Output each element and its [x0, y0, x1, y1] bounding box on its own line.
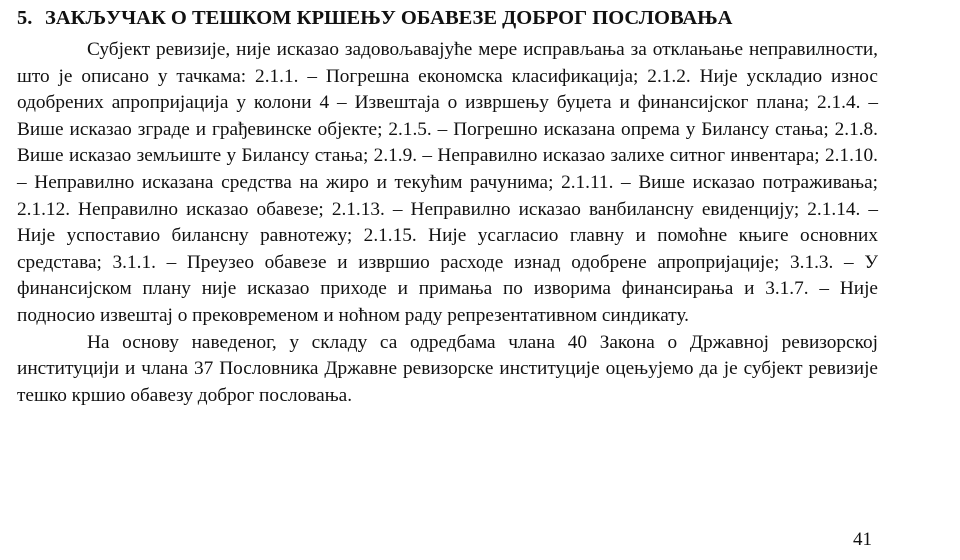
- page-number: 41: [853, 529, 872, 550]
- section-title: ЗАКЉУЧАК О ТЕШКОМ КРШЕЊУ ОБАВЕЗЕ ДОБРОГ ПОСЛОВАЊА: [45, 7, 733, 29]
- section-number: 5.: [17, 7, 33, 29]
- section-heading: [17, 6, 947, 30]
- paragraph-findings: Субјект ревизије, није исказао задовољавајуће мере исправљања за отклањање неправилности, што је описано у тачкама: 2.1.1. – Погрешна економска класификација; 2.1.2. Није ускладио износ одобрених апропријација у колони 4 – Извештаја о извршењу буџета и финансијског плана; 2.1.4. – Више исказао зграде и грађевинске објекте; 2.1.5. – Погрешно исказана опрема у Билансу стања; 2.1.8. Више исказао земљиште у Билансу стања; 2.1.9. – Неправилно исказао залихе ситног инвентара; 2.1.10. – Неправилно исказана средства на жиро и текућим рачунима; 2.1.11. – Више исказао потраживања; 2.1.12. Неправилно исказао обавезе; 2.1.13. – Неправилно исказао ванбилансну евиденцију; 2.1.14. – Није успоставио билансну равнотежу; 2.1.15. Није усагласио главну и помоћне књиге основних средстава; 3.1.1. – Преузео обавезе и извршио расходе изнад одобрене апропријације; 3.1.3. – У финансијском плану није исказао приходе и примања по изворима финансирања и 3.1.7. – Није подносио извештај о прековременом и ноћном раду репрезентативном синдикату.: [17, 39, 878, 326]
- section-body: [17, 37, 878, 409]
- paragraph-conclusion: На основу наведеног, у складу са одредбама члана 40 Закона о Државној ревизорској институцији и члана 37 Пословника Државне ревизорске институције оцењујемо да је субјект ревизије тешко кршио обавезу доброг пословања.: [17, 331, 878, 406]
